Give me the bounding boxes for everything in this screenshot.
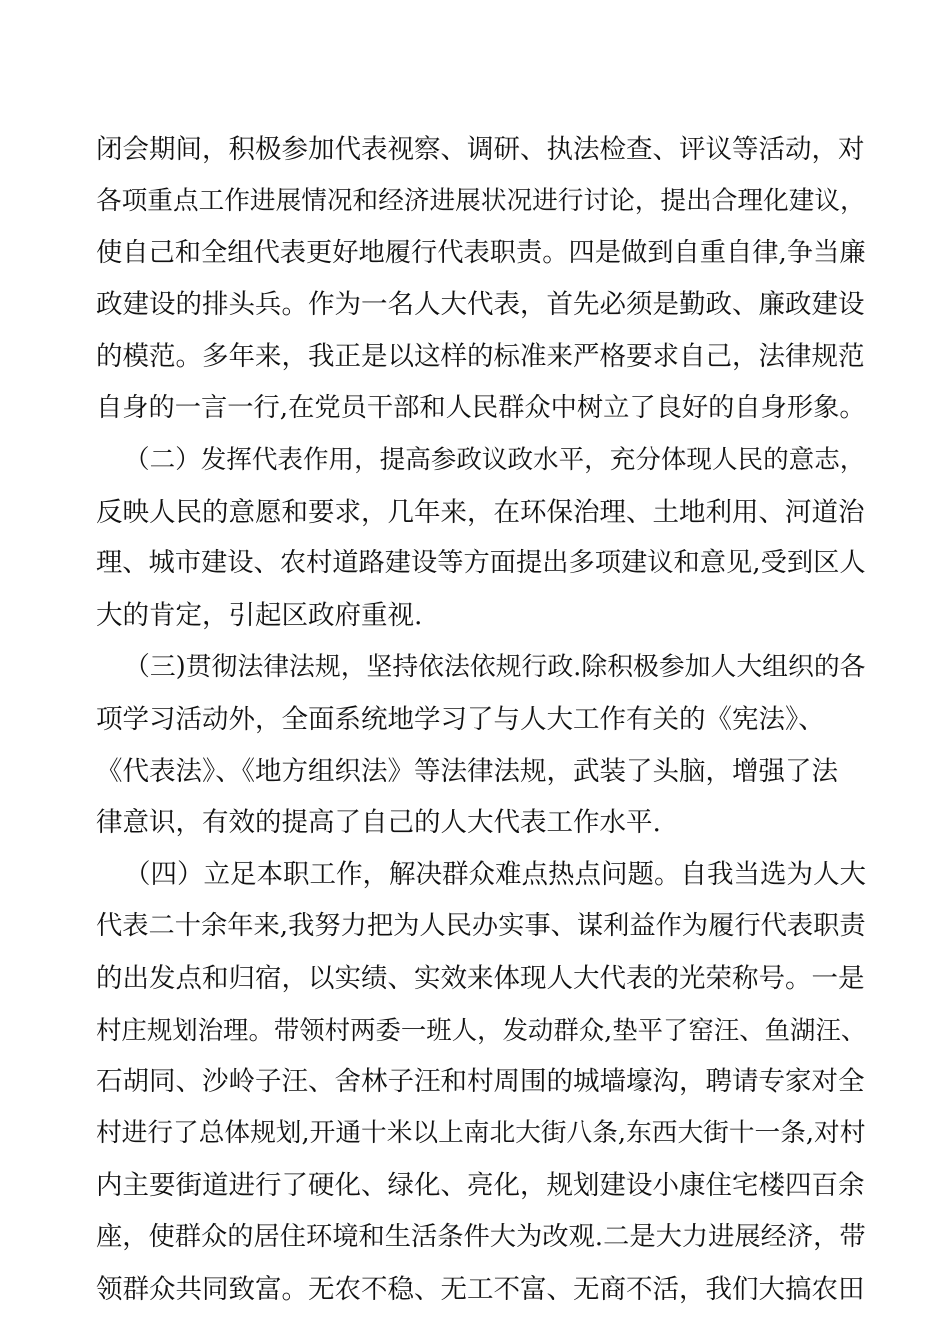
paragraph-start-line: （三)贯彻法律法规，坚持依法依规行政.除积极参加人大组织的各 bbox=[124, 651, 866, 682]
text-line: 使自己和全组代表更好地履行代表职责。四是做到自重自律,争当廉 bbox=[96, 237, 866, 268]
text-line: 座，使群众的居住环境和生活条件大为改观.二是大力进展经济，带 bbox=[96, 1221, 866, 1252]
text-line: 《代表法》、《地方组织法》等法律法规，武装了头脑，增强了法 bbox=[96, 755, 838, 787]
text-line: 石胡同、沙岭子汪、舍林子汪和村周围的城墙壕沟，聘请专家对全 bbox=[96, 1066, 865, 1098]
text-line: 项学习活动外，全面系统地学习了与人大工作有关的《宪法》、 bbox=[96, 703, 825, 735]
text-line: 内主要街道进行了硬化、绿化、亮化，规划建设小康住宅楼四百余 bbox=[96, 1169, 865, 1201]
text-line: 村庄规划治理。带领村两委一班人，发动群众,垫平了窑汪、鱼湖汪、 bbox=[96, 1014, 867, 1045]
text-line: 大的肯定，引起区政府重视. bbox=[96, 600, 423, 632]
text-line: 领群众共同致富。无农不稳、无工不富、无商不活，我们大搞农田 bbox=[96, 1273, 865, 1305]
text-line: 自身的一言一行,在党员干部和人民群众中树立了良好的自身形象。 bbox=[96, 392, 866, 423]
paragraph-start-line: （二）发挥代表作用，提高参政议政水平，充分体现人民的意志， bbox=[124, 444, 866, 475]
text-line: 反映人民的意愿和要求，几年来，在环保治理、土地利用、河道治 bbox=[96, 496, 865, 528]
paragraph-start-line: （四）立足本职工作，解决群众难点热点问题。自我当选为人大 bbox=[124, 859, 866, 891]
text-line: 理、城市建设、农村道路建设等方面提出多项建议和意见,受到区人 bbox=[96, 548, 866, 579]
text-line: 村进行了总体规划,开通十米以上南北大街八条,东西大街十一条,对村 bbox=[96, 1118, 866, 1149]
text-line: 代表二十余年来,我努力把为人民办实事、谋利益作为履行代表职责 bbox=[96, 910, 866, 941]
text-line: 的出发点和归宿，以实绩、实效来体现人大代表的光荣称号。一是 bbox=[96, 962, 865, 994]
text-line: 律意识，有效的提高了自己的人大代表工作水平. bbox=[96, 807, 661, 839]
text-line: 的模范。多年来，我正是以这样的标准来严格要求自己，法律规范 bbox=[96, 341, 865, 373]
text-line: 各项重点工作进展情况和经济进展状况进行讨论，提出合理化建议， bbox=[96, 185, 866, 216]
text-line: 政建设的排头兵。作为一名人大代表，首先必须是勤政、廉政建设 bbox=[96, 289, 865, 321]
body-text bbox=[96, 124, 866, 1315]
text-line: 闭会期间，积极参加代表视察、调研、执法检查、评议等活动，对 bbox=[96, 134, 865, 165]
